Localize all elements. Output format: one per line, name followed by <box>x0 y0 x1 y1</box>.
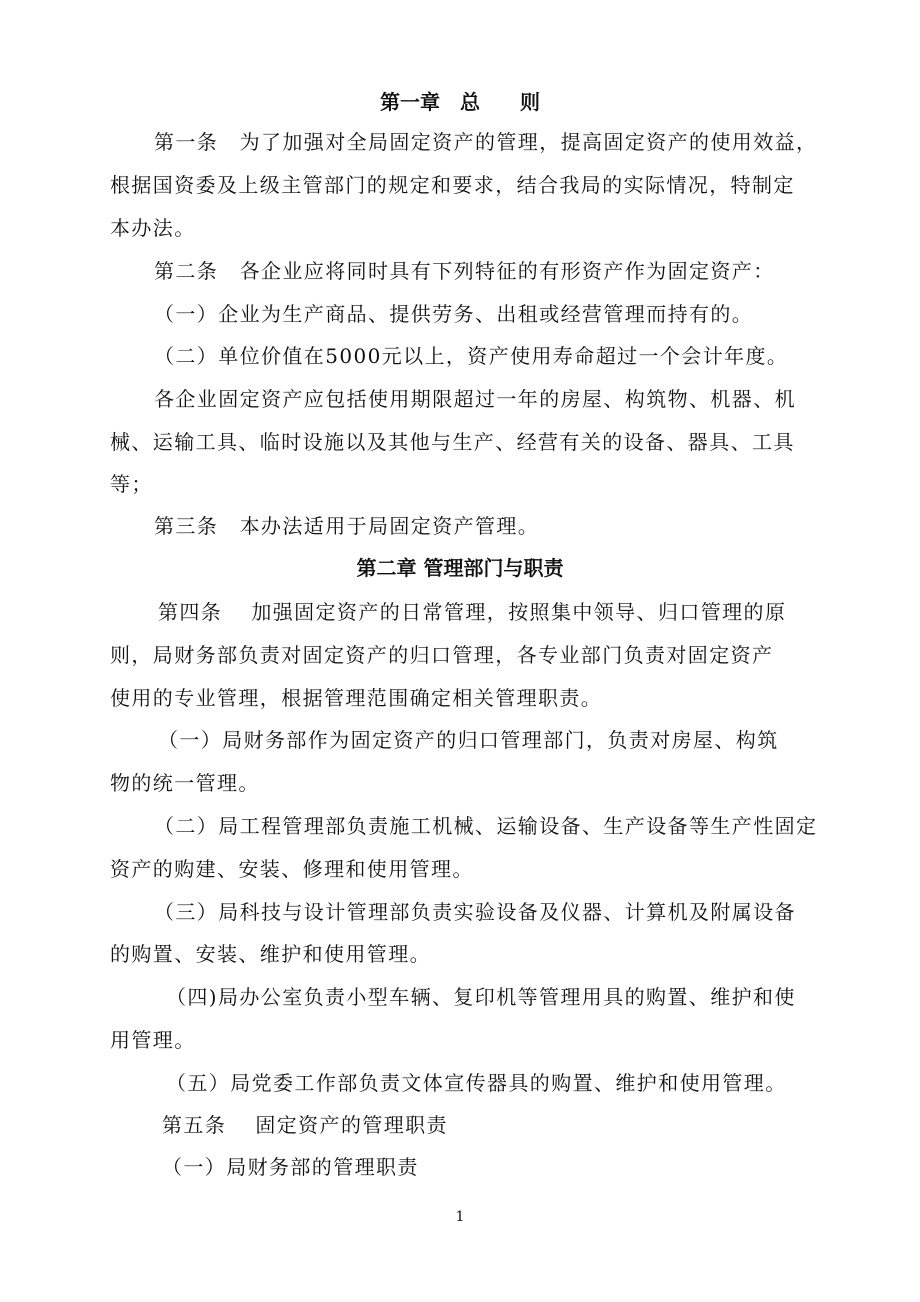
item-4-line-2: 用管理。 <box>110 1028 196 1052</box>
article-2-line-4: 各企业固定资产应包括使用期限超过一年的房屋、构筑物、机器、机 <box>154 387 796 411</box>
item-3-line-2: 的购置、安装、维护和使用管理。 <box>110 942 431 966</box>
page-number: 1 <box>455 1209 465 1225</box>
article-1-line-2: 根据国资委及上级主管部门的规定和要求，结合我局的实际情况，特制定 <box>110 173 795 197</box>
item-3-line-1: （三）局科技与设计管理部负责实验设备及仪器、计算机及附属设备 <box>154 900 796 924</box>
article-5-line-2: （一）局财务部的管理职责 <box>162 1155 419 1179</box>
article-4-line-2: 则，局财务部负责对固定资产的归口管理，各专业部门负责对固定资产 <box>110 643 774 667</box>
item-4-line-1: （四)局办公室负责小型车辆、复印机等管理用具的购置、维护和使 <box>166 985 796 1009</box>
article-2-item-2: （二）单位价值在5000元以上，资产使用寿命超过一个会计年度。 <box>154 344 789 368</box>
article-3-line-1: 第三条 本办法适用于局固定资产管理。 <box>154 514 540 538</box>
article-1-line-3: 本办法。 <box>110 216 196 240</box>
article-4-line-3: 使用的专业管理，根据管理范围确定相关管理职责。 <box>110 686 603 710</box>
item-1-line-1: （一）局财务部作为固定资产的归口管理部门，负责对房屋、构筑 <box>158 728 779 752</box>
article-2-line-1: 第二条 各企业应将同时具有下列特征的有形资产作为固定资产： <box>154 259 775 283</box>
article-4-line-1: 第四条 加强固定资产的日常管理，按照集中领导、归口管理的原 <box>158 600 787 624</box>
article-2-line-6: 等； <box>110 472 153 496</box>
article-1-line-1: 第一条 为了加强对全局固定资产的管理，提高固定资产的使用效益， <box>154 130 818 154</box>
item-5-line-1: （五）局党委工作部负责文体宣传器具的购置、维护和使用管理。 <box>166 1071 787 1095</box>
chapter-2-title: 第二章 管理部门与职责 <box>356 556 564 580</box>
chapter-1-title: 第一章 总 则 <box>380 90 540 114</box>
item-2-line-1: （二）局工程管理部负责施工机械、运输设备、生产设备等生产性固定 <box>154 814 818 838</box>
article-5-line-1: 第五条 固定资产的管理职责 <box>162 1113 448 1137</box>
item-2-line-2: 资产的购建、安装、修理和使用管理。 <box>110 857 474 881</box>
item-1-line-2: 物的统一管理。 <box>110 771 260 795</box>
article-2-item-1: （一）企业为生产商品、提供劳务、出租或经营管理而持有的。 <box>154 302 754 326</box>
article-2-line-5: 械、运输工具、临时设施以及其他与生产、经营有关的设备、器具、工具 <box>110 430 795 454</box>
